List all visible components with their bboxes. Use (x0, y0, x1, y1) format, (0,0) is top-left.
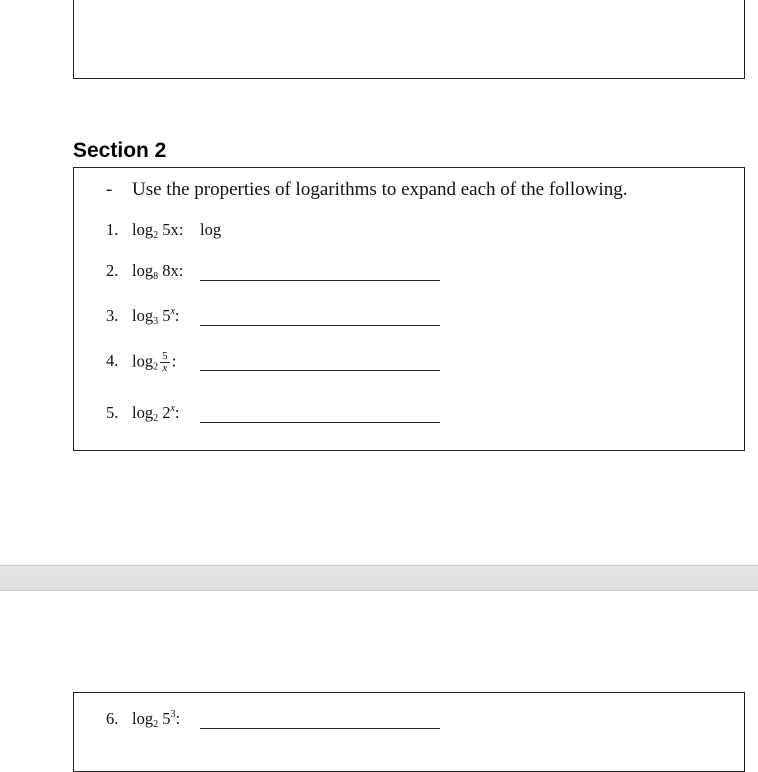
problem-number: 4. (106, 351, 119, 370)
answer-line[interactable] (200, 422, 440, 423)
answer-line[interactable] (200, 370, 440, 371)
problem-number: 5. (106, 403, 119, 422)
log-expression: $\log_8 8x$: (132, 261, 184, 282)
problem-number: 6. (106, 709, 119, 728)
answer-line[interactable] (200, 728, 440, 729)
next-section-box (73, 692, 745, 772)
page-break-divider (0, 565, 758, 591)
log-expression: $\log_2 5^3$: (132, 709, 181, 730)
log-expression: $\log_2$ $\frac{5}{x}$ : (132, 350, 177, 374)
answer-line[interactable] (200, 325, 440, 326)
log-expression: $\log_2 5x$: (132, 220, 184, 241)
problem-number: 2. (106, 261, 119, 280)
section-heading: Section 2 (73, 139, 167, 162)
instruction-bullet: - (106, 179, 113, 200)
fraction: $\frac{5}{x}$ (162, 350, 168, 374)
instruction-text: Use the properties of logarithms to expand each of the following. (132, 179, 628, 200)
answer-field[interactable]: log (200, 220, 222, 239)
problem-number: 3. (106, 306, 119, 325)
log-expression: $\log_2 2^x$: (132, 403, 180, 424)
problem-number: 1. (106, 220, 119, 239)
previous-section-box (73, 0, 745, 79)
answer-line[interactable] (200, 280, 440, 281)
log-expression: $\log_3 5^x$: (132, 306, 180, 327)
